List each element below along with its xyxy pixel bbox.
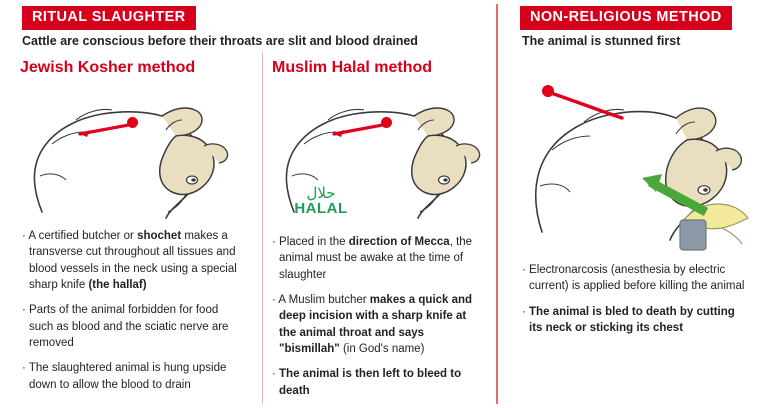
non-religious-bullets	[522, 262, 748, 345]
halal-bullet-1: · Placed in the direction of Mecca, the animal must be awake at the time of slaughter	[272, 236, 473, 281]
halal-bullets	[272, 234, 484, 408]
kosher-bullet-1: · A certified butcher or shochet makes a transverse cut throughout all tissues and blood vessels in the neck using a special sharp knife (the hallaf)	[22, 230, 237, 291]
non-religious-panel	[500, 0, 761, 408]
halal-title: Muslim Halal method	[272, 59, 433, 76]
kosher-bullet-2: · Parts of the animal forbidden for food such as blood and the sciatic nerve are removed	[22, 304, 229, 349]
non-religious-subheading: The animal is stunned first	[522, 34, 681, 48]
non-religious-bullet-1: · Electronarcosis (anesthesia by electric current) is applied before killing the animal	[522, 264, 745, 293]
stun-green-arrow	[620, 168, 712, 227]
non-religious-bullet-2: · The animal is bled to death by cutting its neck or sticking its chest	[522, 305, 735, 334]
kosher-bullets	[22, 228, 244, 402]
halal-latin-text: HALAL	[294, 200, 348, 217]
stun-point-marker	[542, 85, 554, 97]
halal-bullet-3: · The animal is then left to bleed to death	[272, 368, 462, 397]
cow-head-kosher-illustration	[16, 84, 246, 224]
ritual-subheading: Cattle are conscious before their throats are slit and blood drained	[22, 34, 418, 48]
column-divider	[262, 52, 263, 404]
halal-bullet-2: · A Muslim butcher makes a quick and deep incision with a sharp knife at the animal throat and says "bismillah" (in God's name)	[272, 293, 473, 355]
panel-divider	[496, 4, 498, 404]
kosher-cut-point	[127, 117, 138, 128]
ritual-banner-label: RITUAL SLAUGHTER	[22, 6, 196, 30]
halal-cut-point	[381, 117, 392, 128]
non-religious-banner-label: NON-RELIGIOUS METHOD	[520, 6, 732, 30]
ritual-banner	[22, 6, 196, 30]
non-religious-banner	[520, 6, 732, 30]
halal-arabic-text: حلال	[306, 184, 336, 202]
kosher-title: Jewish Kosher method	[20, 59, 196, 76]
halal-logo	[281, 186, 361, 218]
kosher-bullet-3: · The slaughtered animal is hung upside down to allow the blood to drain	[22, 362, 227, 391]
